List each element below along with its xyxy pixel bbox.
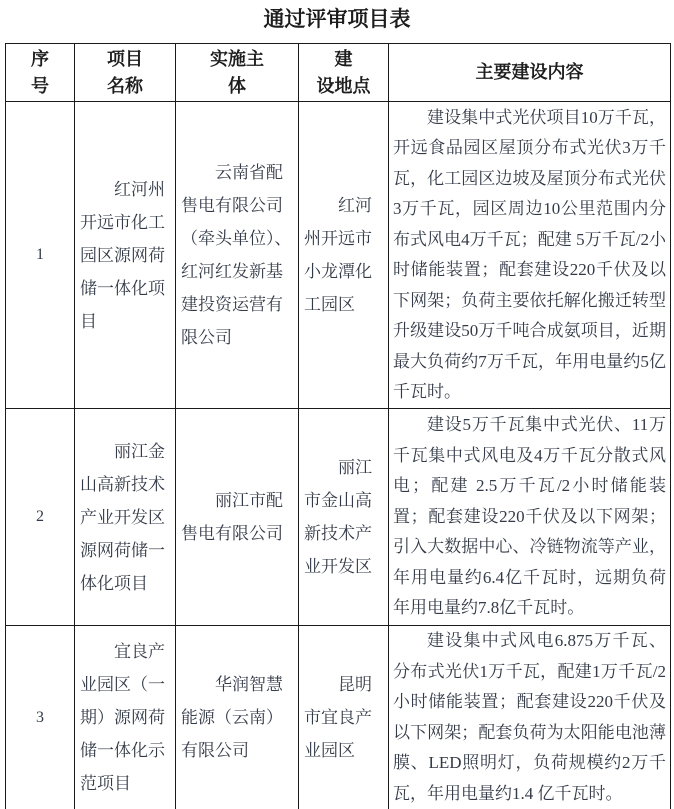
row-index: 1 xyxy=(6,102,75,409)
table-row xyxy=(6,409,671,626)
table-row xyxy=(6,102,671,409)
project-content: 建设集中式风电6.875万千瓦、分布式光伏1万千瓦，配建1万千瓦/2小时储能装置；配套建设220千伏及以下网架；配套负荷为太阳能电池薄膜、LED照明灯，负荷规模约2万千瓦，年用电量约1.4 亿千瓦时。 xyxy=(389,626,671,809)
project-name: 宜良产业园区（一期）源网荷储一体化示范项目 xyxy=(75,626,176,809)
project-entity: 云南省配售电有限公司（牵头单位）、红河红发新基建投资运营有限公司 xyxy=(176,102,299,409)
project-name: 红河州开远市化工园区源网荷储一体化项目 xyxy=(75,102,176,409)
header-cell-entity: 实施主 体 xyxy=(176,44,299,102)
project-location: 丽江市金山高新技术产业开发区 xyxy=(299,409,389,626)
page-title: 通过评审项目表 xyxy=(263,8,411,31)
project-content: 建设5万千瓦集中式光伏、11万千瓦集中式风电及4万千瓦分散式风电；配建 2.5万千瓦/2小时储能装置；配套建设220千伏及以下网架；引入大数据中心、冷链物流等产业，年用电量约6.4亿千瓦时，远期负荷年用电量约7.8亿千瓦时。 xyxy=(389,409,671,626)
row-index: 3 xyxy=(6,626,75,809)
projects-table xyxy=(5,43,671,809)
project-entity: 华润智慧能源（云南）有限公司 xyxy=(176,626,299,809)
project-name: 丽江金山高新技术产业开发区源网荷储一体化项目 xyxy=(75,409,176,626)
project-entity: 丽江市配售电有限公司 xyxy=(176,409,299,626)
row-index: 2 xyxy=(6,409,75,626)
table-row xyxy=(6,626,671,809)
table-header-row xyxy=(6,44,671,102)
header-cell-project: 项目 名称 xyxy=(75,44,176,102)
project-location: 红河州开远市小龙潭化工园区 xyxy=(299,102,389,409)
header-cell-index: 序 号 xyxy=(6,44,75,102)
header-cell-location: 建 设地点 xyxy=(299,44,389,102)
project-content: 建设集中式光伏项目10万千瓦，开远食品园区屋顶分布式光伏3万千瓦，化工园区边坡及屋顶分布式光伏3万千瓦，园区周边10公里范围内分布式风电4万千瓦；配建 5万千瓦/2小时储能装置；配套建设220千伏及以下网架；负荷主要依托解化搬迁转型升级建设50万千吨合成氨项目，近期最大负荷约7万千瓦，年用电量约5亿千瓦时。 xyxy=(389,102,671,409)
project-location: 昆明市宜良产业园区 xyxy=(299,626,389,809)
header-cell-content: 主要建设内容 xyxy=(389,44,671,102)
